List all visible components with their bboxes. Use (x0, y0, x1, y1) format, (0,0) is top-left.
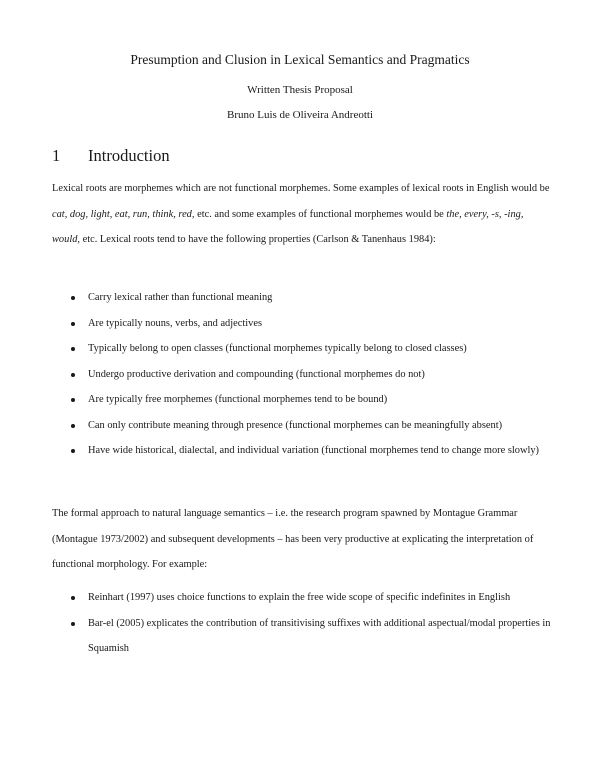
bullet-icon (71, 347, 75, 351)
section-number: 1 (52, 146, 61, 165)
list-item: Are typically free morphemes (functional morphemes tend to be bound) (52, 387, 552, 413)
bullet-icon (71, 449, 75, 453)
section-title: Introduction (88, 146, 170, 165)
document-subtitle: Written Thesis Proposal (247, 84, 353, 96)
examples-list (52, 585, 552, 662)
document-title: Presumption and Clusion in Lexical Semantics and Pragmatics (130, 52, 470, 67)
bullet-icon (71, 622, 75, 626)
formal-approach-paragraph: The formal approach to natural language semantics – i.e. the research program spawned by Montague Grammar (Montague 1973/2002) and subsequent developments – has been very productive at explicating the interpretation of functional morphology. For example: (52, 508, 534, 570)
bullet-icon (71, 596, 75, 600)
bullet-icon (71, 296, 75, 300)
bullet-icon (71, 373, 75, 377)
section-heading (52, 146, 170, 166)
document-author: Bruno Luis de Oliveira Andreotti (226, 109, 374, 121)
intro-text-3: etc. Lexical roots tend to have the following properties (Carlson & Tanenhaus 1984): (80, 234, 436, 245)
intro-paragraph (52, 176, 552, 253)
list-item: Bar-el (2005) explicates the contribution of transitivising suffixes with additional aspectual/modal properties in Squamish (52, 611, 552, 662)
list-item: Can only contribute meaning through presence (functional morphemes can be meaningfully absent) (52, 413, 552, 439)
list-item: Reinhart (1997) uses choice functions to explain the free wide scope of specific indefinites in English (52, 585, 552, 611)
bullet-icon (71, 424, 75, 428)
bullet-icon (71, 322, 75, 326)
intro-text-2: etc. and some examples of functional morphemes would be (194, 208, 447, 220)
intro-text-1: Lexical roots are morphemes which are not functional morphemes. Some examples of lexical roots in English would be (52, 183, 550, 194)
properties-list (52, 285, 552, 464)
functional-morpheme-examples: the, every, -s, -ing, would, (52, 208, 524, 245)
list-item: Typically belong to open classes (functional morphemes typically belong to closed classes) (52, 336, 552, 362)
list-item: Have wide historical, dialectal, and individual variation (functional morphemes tend to change more slowly) (52, 438, 552, 464)
list-item: Undergo productive derivation and compounding (functional morphemes do not) (52, 362, 552, 388)
list-item: Are typically nouns, verbs, and adjectives (52, 311, 552, 337)
lexical-root-examples: cat, dog, light, eat, run, think, red, (52, 208, 195, 220)
bullet-icon (71, 398, 75, 402)
list-item: Carry lexical rather than functional meaning (52, 285, 552, 311)
